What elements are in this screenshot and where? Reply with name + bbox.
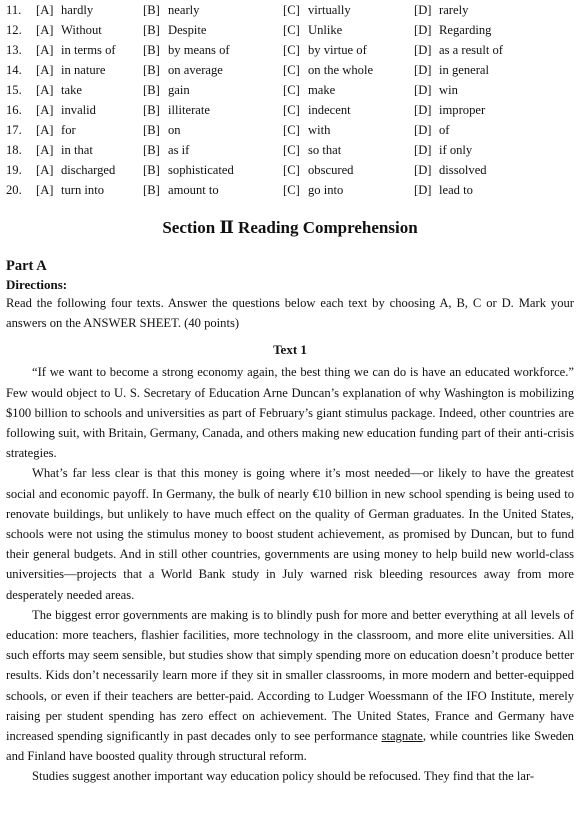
directions-text: Read the following four texts. Answer the questions below each text by choosing A, B, C or D. Mark your answers on the ANSWER SHEET. (40 points) xyxy=(6,296,574,331)
question-row xyxy=(6,180,574,200)
option-tag: [B] xyxy=(143,163,160,177)
option-tag: [D] xyxy=(414,183,432,197)
option-tag: [A] xyxy=(36,63,54,77)
option-text: nearly xyxy=(168,3,200,17)
question-number: 13. xyxy=(6,43,22,57)
option-text: improper xyxy=(439,103,486,117)
question-number: 11. xyxy=(6,3,22,17)
question-row xyxy=(6,40,574,60)
underlined-word: stagnate xyxy=(381,729,423,744)
option-c xyxy=(283,40,414,60)
option-tag: [D] xyxy=(414,163,432,177)
option-c xyxy=(283,80,414,100)
option-tag: [A] xyxy=(36,143,54,157)
option-tag: [C] xyxy=(283,3,300,17)
option-text: gain xyxy=(168,83,190,97)
option-c xyxy=(283,120,414,140)
option-tag: [D] xyxy=(414,103,432,117)
option-a xyxy=(36,120,143,140)
question-row xyxy=(6,60,574,80)
option-d xyxy=(414,80,534,100)
option-text: take xyxy=(61,83,82,97)
option-text: Regarding xyxy=(439,23,492,37)
paragraph: “If we want to become a strong economy again, the best thing we can do is have an educated workforce.” Few would object to U. S. Secretary of Education Arne Duncan’s explanation of why Washington is mobilizing $100 billion to schools and universities as part of February’s giant stimulus package. Indeed, other countries are following suit, with Britain, Germany, Canada, and others making new education funding part of their anti-crisis strategies. xyxy=(6,365,574,461)
option-tag: [B] xyxy=(143,183,160,197)
section-title: Section Ⅱ Reading Comprehension xyxy=(162,218,418,237)
option-tag: [C] xyxy=(283,183,300,197)
option-tag: [D] xyxy=(414,83,432,97)
option-a xyxy=(36,60,143,80)
option-text: in nature xyxy=(61,63,106,77)
option-text: virtually xyxy=(308,3,351,17)
option-tag: [B] xyxy=(143,63,160,77)
paragraph-text: The biggest error governments are making is to blindly push for more and better everything at all levels of education: more teachers, flashier facilities, more technology in the classroom, and more elite universities. All such efforts may seem sensible, but studies show that simply spending more on education doesn’t produce better results. Kids don’t necessarily learn more if they sit in smaller classrooms, in more modern and better-equipped schools, or even if their teachers are better-paid. According to Ludger Woessmann of the IFO Institute, merely raising per student spending has zero effect on achievement. The United States, France and Germany have increased spending significantly in past decades only to see performance xyxy=(6,607,574,744)
option-c xyxy=(283,140,414,160)
option-tag: [A] xyxy=(36,103,54,117)
option-text: by means of xyxy=(168,43,230,57)
option-tag: [A] xyxy=(36,123,54,137)
option-tag: [B] xyxy=(143,143,160,157)
option-text: by virtue of xyxy=(308,43,367,57)
paragraph: What’s far less clear is that this money is going where it’s most needed—or likely to have the greatest social and economic payoff. In Germany, the bulk of nearly €10 billion in new school spending is being used to renovate buildings, but unlikely to have much effect on the quality of German graduates. In the United States, schools were not using the stimulus money to boost student achievement, as promised by Duncan, but to fund their general budgets. And in still other countries, governments are using money to help build new world-class universities—projects that a World Bank study in July warned risk bleeding resources away from more desperately needed areas. xyxy=(6,466,574,602)
option-text: hardly xyxy=(61,3,94,17)
option-text: indecent xyxy=(308,103,351,117)
option-tag: [C] xyxy=(283,83,300,97)
option-text: invalid xyxy=(61,103,96,117)
option-text: win xyxy=(439,83,458,97)
option-b xyxy=(143,100,283,120)
question-row xyxy=(6,140,574,160)
option-text: lead to xyxy=(439,183,473,197)
option-text: as if xyxy=(168,143,190,157)
option-tag: [D] xyxy=(414,43,432,57)
option-c xyxy=(283,180,414,200)
option-b xyxy=(143,40,283,60)
option-tag: [B] xyxy=(143,103,160,117)
option-tag: [D] xyxy=(414,23,432,37)
option-c xyxy=(283,60,414,80)
directions-label: Directions: xyxy=(6,277,68,292)
option-a xyxy=(36,100,143,120)
option-tag: [B] xyxy=(143,83,160,97)
option-text: Without xyxy=(61,23,102,37)
text-title: Text 1 xyxy=(273,342,307,358)
option-text: illiterate xyxy=(168,103,210,117)
option-tag: [A] xyxy=(36,3,54,17)
option-tag: [C] xyxy=(283,43,300,57)
question-number: 17. xyxy=(6,123,22,137)
question-number: 20. xyxy=(6,183,22,197)
option-text: Unlike xyxy=(308,23,343,37)
option-a xyxy=(36,140,143,160)
option-text: sophisticated xyxy=(168,163,234,177)
option-tag: [A] xyxy=(36,23,54,37)
option-c xyxy=(283,0,414,20)
option-a xyxy=(36,180,143,200)
option-text: in general xyxy=(439,63,489,77)
option-text: in terms of xyxy=(61,43,116,57)
option-tag: [A] xyxy=(36,83,54,97)
option-text: amount to xyxy=(168,183,219,197)
option-text: of xyxy=(439,123,450,137)
option-b xyxy=(143,120,283,140)
option-text: on the whole xyxy=(308,63,374,77)
option-text: turn into xyxy=(61,183,105,197)
question-number: 16. xyxy=(6,103,22,117)
question-row xyxy=(6,20,574,40)
option-text: so that xyxy=(308,143,342,157)
option-tag: [A] xyxy=(36,183,54,197)
option-b xyxy=(143,180,283,200)
option-text: as a result of xyxy=(439,43,503,57)
option-b xyxy=(143,140,283,160)
question-number: 14. xyxy=(6,63,22,77)
option-d xyxy=(414,160,534,180)
paragraph: Studies suggest another important way education policy should be refocused. They find that the lar- xyxy=(32,769,535,784)
option-d xyxy=(414,120,534,140)
option-tag: [D] xyxy=(414,143,432,157)
question-number: 19. xyxy=(6,163,22,177)
option-tag: [C] xyxy=(283,23,300,37)
option-text: if only xyxy=(439,143,473,157)
option-d xyxy=(414,60,534,80)
question-number: 18. xyxy=(6,143,22,157)
option-tag: [C] xyxy=(283,123,300,137)
option-c xyxy=(283,20,414,40)
option-tag: [A] xyxy=(36,43,54,57)
option-text: go into xyxy=(308,183,344,197)
option-tag: [B] xyxy=(143,23,160,37)
option-tag: [D] xyxy=(414,123,432,137)
option-tag: [A] xyxy=(36,163,54,177)
option-b xyxy=(143,80,283,100)
option-text: rarely xyxy=(439,3,469,17)
option-a xyxy=(36,20,143,40)
option-b xyxy=(143,60,283,80)
option-d xyxy=(414,100,534,120)
option-d xyxy=(414,40,534,60)
option-a xyxy=(36,80,143,100)
option-tag: [C] xyxy=(283,163,300,177)
option-tag: [B] xyxy=(143,43,160,57)
option-b xyxy=(143,0,283,20)
question-row xyxy=(6,0,574,20)
option-c xyxy=(283,160,414,180)
option-c xyxy=(283,100,414,120)
option-text: discharged xyxy=(61,163,116,177)
question-row xyxy=(6,120,574,140)
option-text: Despite xyxy=(168,23,207,37)
question-row xyxy=(6,160,574,180)
option-a xyxy=(36,40,143,60)
option-tag: [C] xyxy=(283,143,300,157)
paragraph-text: , while countries like Sweden and Finland have boosted quality through structural reform. xyxy=(6,729,574,764)
option-d xyxy=(414,0,534,20)
option-text: make xyxy=(308,83,336,97)
option-tag: [D] xyxy=(414,3,432,17)
option-text: on average xyxy=(168,63,223,77)
option-d xyxy=(414,180,534,200)
option-d xyxy=(414,140,534,160)
option-text: in that xyxy=(61,143,93,157)
option-d xyxy=(414,20,534,40)
option-tag: [B] xyxy=(143,123,160,137)
option-tag: [B] xyxy=(143,3,160,17)
option-b xyxy=(143,160,283,180)
option-b xyxy=(143,20,283,40)
option-a xyxy=(36,0,143,20)
question-number: 12. xyxy=(6,23,22,37)
option-tag: [C] xyxy=(283,103,300,117)
paragraph xyxy=(6,605,574,767)
option-text: for xyxy=(61,123,76,137)
option-tag: [C] xyxy=(283,63,300,77)
option-text: obscured xyxy=(308,163,354,177)
option-a xyxy=(36,160,143,180)
option-text: on xyxy=(168,123,181,137)
question-row xyxy=(6,100,574,120)
option-tag: [D] xyxy=(414,63,432,77)
question-row xyxy=(6,80,574,100)
option-text: with xyxy=(308,123,331,137)
part-heading: Part A xyxy=(6,258,47,274)
question-options-list xyxy=(6,0,574,200)
option-text: dissolved xyxy=(439,163,487,177)
question-number: 15. xyxy=(6,83,22,97)
